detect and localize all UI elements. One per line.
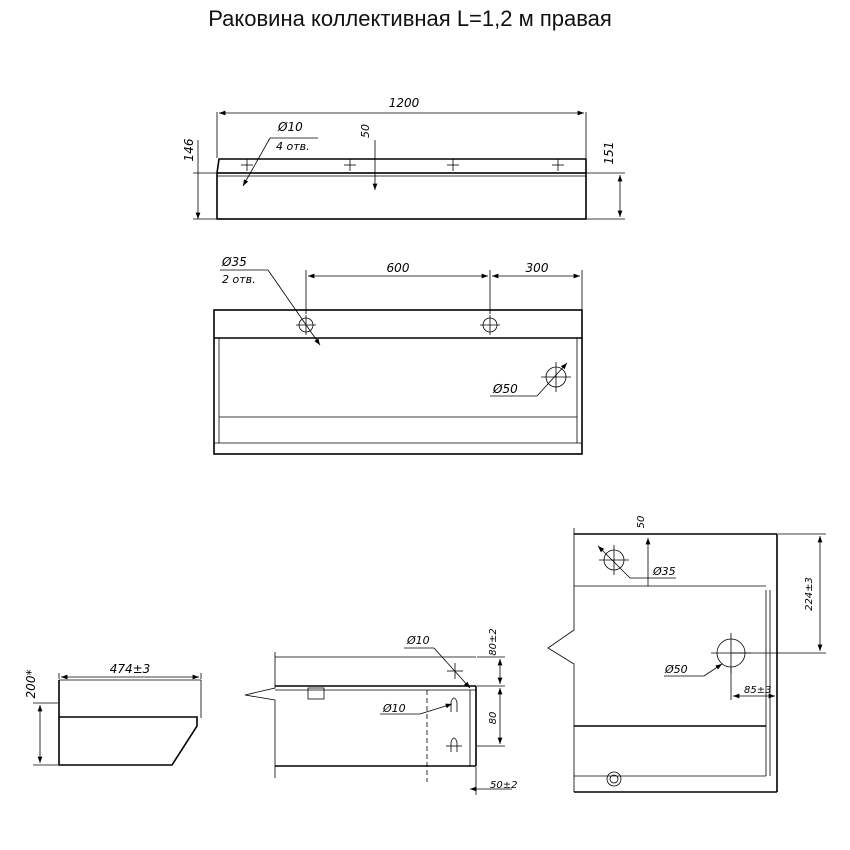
detail-drain-label: Ø50 xyxy=(665,663,688,676)
front-view xyxy=(214,255,582,454)
section-dim-mid: 80 xyxy=(488,711,499,725)
section-view xyxy=(245,628,517,795)
top-hole-label: Ø10 xyxy=(278,120,303,134)
detail-drain-offset: 85±3 xyxy=(744,685,772,696)
detail-hole-label: Ø35 xyxy=(653,565,676,578)
front-drain-label: Ø50 xyxy=(493,382,518,396)
drawing-title: Раковина коллективная L=1,2 м правая xyxy=(208,6,612,31)
section-holes-icon xyxy=(446,663,463,752)
side-width-dim: 474±3 xyxy=(109,662,151,676)
top-hole-count: 4 отв. xyxy=(276,140,310,153)
detail-offset-dim: 50 xyxy=(636,515,647,529)
front-hole-label: Ø35 xyxy=(222,255,247,269)
front-span1-dim: 600 xyxy=(386,261,410,275)
side-view xyxy=(24,662,201,765)
detail-view xyxy=(548,516,826,792)
section-hole-mid-label: Ø10 xyxy=(383,702,406,715)
front-hole-count: 2 отв. xyxy=(222,273,256,286)
top-view xyxy=(182,96,625,219)
section-dim-top: 80±2 xyxy=(488,628,499,656)
top-length-dim: 1200 xyxy=(388,96,420,110)
top-holes-icon xyxy=(241,159,564,171)
section-hole-top-label: Ø10 xyxy=(407,634,430,647)
front-holes-icon xyxy=(296,315,571,392)
top-height-left-dim: 146 xyxy=(182,138,196,162)
top-height-right-dim: 151 xyxy=(602,141,616,165)
front-span2-dim: 300 xyxy=(525,261,549,275)
top-offset-dim: 50 xyxy=(359,124,372,138)
section-dim-bottom: 50±2 xyxy=(490,780,518,791)
side-height-dim: 200* xyxy=(24,669,38,699)
detail-height-dim: 224±3 xyxy=(804,577,815,611)
